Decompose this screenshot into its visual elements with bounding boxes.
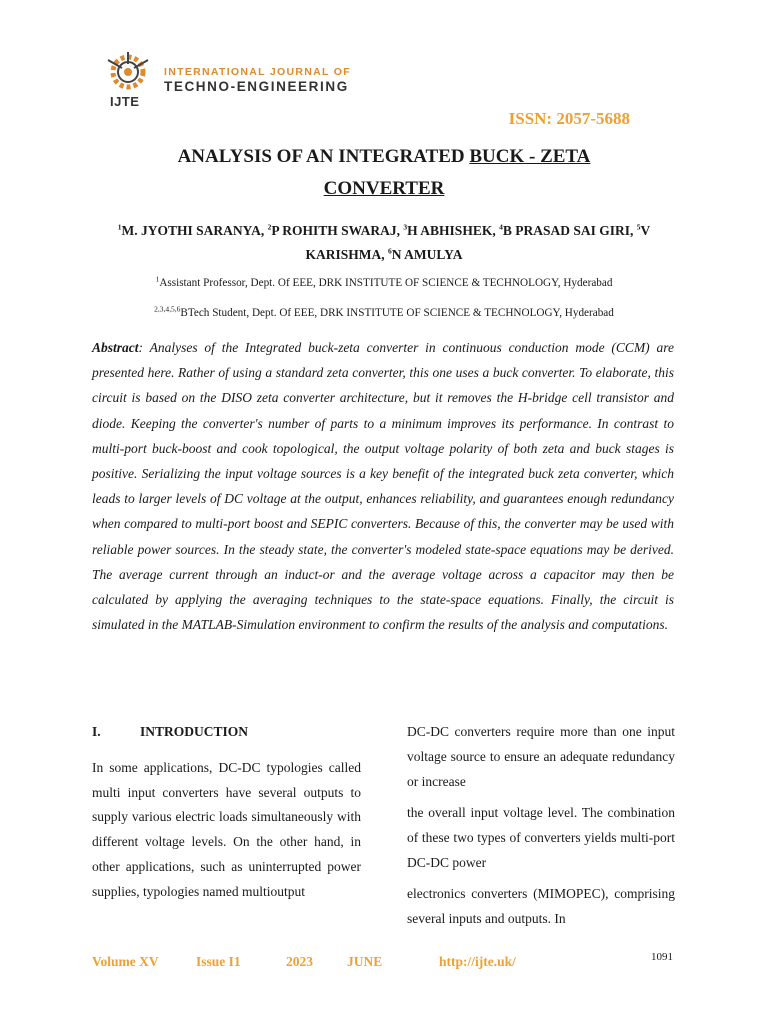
gear-logo-icon [104, 50, 152, 96]
journal-name-line2: TECHNO-ENGINEERING [164, 79, 349, 94]
footer-volume: Volume XV [92, 954, 159, 969]
author-list [92, 219, 676, 267]
footer-url[interactable]: http://ijte.uk/ [439, 954, 516, 969]
intro-paragraph-continued: DC-DC converters require more than one input voltage source to ensure an adequate redundancy or increase [407, 724, 675, 789]
intro-paragraph-continued: the overall input voltage level. The combination of these two types of converters yields multi-port DC-DC power [407, 805, 675, 870]
page-number: 1091 [651, 951, 673, 963]
author: $^6$N AMULYA [388, 246, 463, 262]
affiliation-2: $^{2,3,4,5,6}$BTech Student, Dept. Of EEE, DRK INSTITUTE OF SCIENCE & TECHNOLOGY, Hyderabad [154, 304, 614, 319]
journal-abbreviation: IJTE [110, 94, 140, 109]
journal-name-line1: INTERNATIONAL JOURNAL OF [164, 66, 351, 78]
author: $^1$M. JYOTHI SARANYA, [117, 222, 268, 238]
paper-title-line1: ANALYSIS OF AN INTEGRATED BUCK - ZETA [177, 146, 591, 167]
left-column [92, 720, 361, 905]
intro-paragraph: In some applications, DC-DC typologies called multi input converters have several outputs to supply various electric loads simultaneously with different voltage levels. On the other hand, in other applications, such as uninterrupted power supplies, typologies named multioutput [92, 759, 361, 899]
author: $^4$B PRASAD SAI GIRI, [499, 222, 637, 238]
author: $^2$P ROHITH SWARAJ, [267, 222, 404, 238]
footer-month: JUNE [347, 954, 383, 969]
journal-logo [104, 50, 394, 110]
intro-paragraph-continued: electronics converters (MIMOPEC), comprising several inputs and outputs. In [407, 885, 675, 926]
section-heading [92, 720, 361, 745]
right-column [407, 720, 675, 931]
page-footer [92, 951, 676, 974]
section-number: I. [92, 724, 101, 739]
section-title: INTRODUCTION [140, 724, 249, 739]
affiliation-1: $^1$Assistant Professor, Dept. Of EEE, DRK INSTITUTE OF SCIENCE & TECHNOLOGY, Hyderabad [155, 274, 613, 289]
abstract-text: : Analyses of the Integrated buck-zeta converter in continuous conduction mode (CCM) are presented here. Rather of using a standard zeta converter, this one uses a buck converter. To elaborate, this circuit is based on the DISO zeta converter architecture, but it removes the H-bridge cell transistor and diode. Keeping the converter's number of parts to a minimum improves its performance. In contrast to multi-port buck-boost and cook topological, the output voltage polarity of both zeta and buck stages is positive. Serializing the input voltage sources is a key benefit of the integrated buck zeta converter, which leads to larger levels of DC voltage at the output, enhances reliability, and guarantees enough redundancy when compared to multi-port boost and SEPIC converters. Because of this, the converter may be used with reliable power sources. In the steady state, the converter's modeled state-space equations may be derived. The average current through an induct-or and the average voltage across a capacitor may then be calculated by applying the averaging techniques to the state-space equations. Finally, the circuit is simulated in the MATLAB-Simulation environment to confirm the results of the analysis and computations. [92, 340, 674, 633]
abstract [92, 335, 674, 637]
footer-year: 2023 [286, 954, 313, 969]
paper-title-line2: CONVERTER [323, 178, 445, 199]
author: $^3$H ABHISHEK, [403, 222, 500, 238]
abstract-label: Abstract [92, 340, 139, 355]
footer-issue: Issue I1 [196, 954, 241, 969]
author: $^5$V KARISHMA, [305, 222, 651, 262]
issn-number: ISSN: 2057-5688 [508, 109, 630, 128]
